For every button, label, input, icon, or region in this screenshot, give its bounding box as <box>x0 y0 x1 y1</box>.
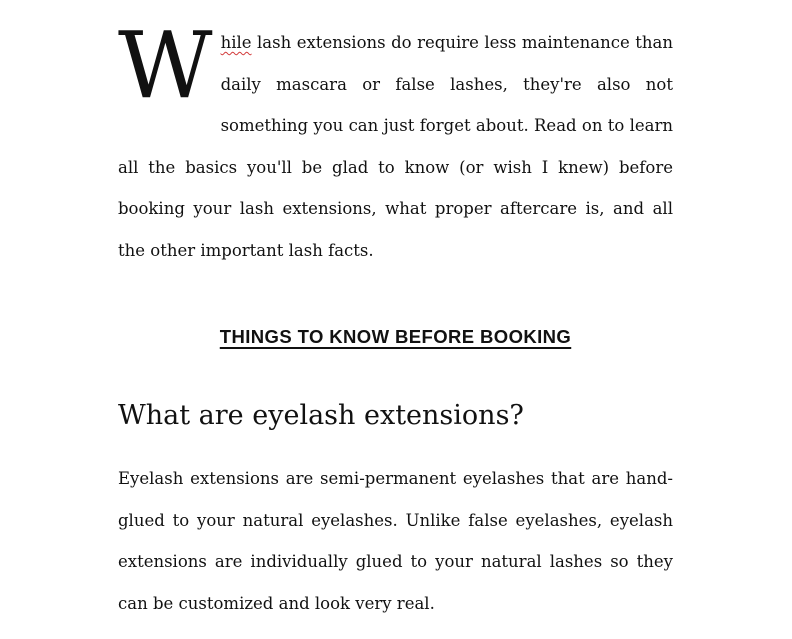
subheading: What are eyelash extensions? <box>118 400 524 431</box>
body-paragraph: Eyelash extensions are semi-permanent eyelashes that are hand-glued to your natural eyelashes. Unlike false eyelashes, eyelash extensions are individually glued to your natural lashes so they can be customized and look very real. <box>118 469 673 613</box>
section-heading-text: THINGS TO KNOW BEFORE BOOKING <box>219 326 572 347</box>
drop-cap-letter: W <box>118 12 213 119</box>
intro-paragraph <box>118 12 673 271</box>
section-heading <box>118 320 673 349</box>
spellcheck-flagged-word[interactable]: hile <box>220 33 252 52</box>
intro-text: lash extensions do require less maintenance than daily mascara or false lashes, they're also not something you can just forget about. Read on to learn all the basics you'll be glad to know (or wish I knew) before booking your lash extensions, what proper aftercare is, and all the other important lash facts. <box>118 33 673 260</box>
